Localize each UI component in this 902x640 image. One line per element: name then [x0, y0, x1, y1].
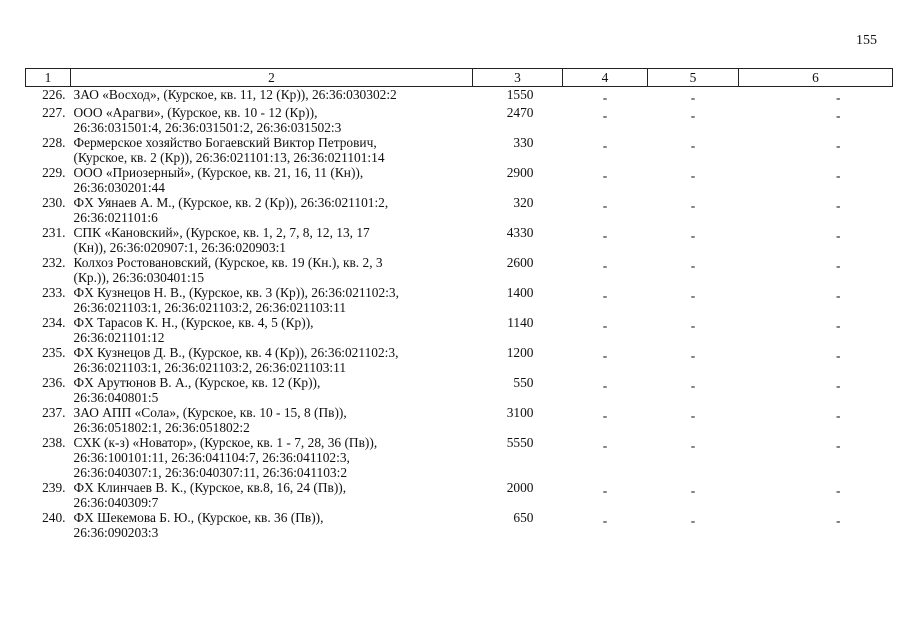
owner-description — [71, 375, 473, 405]
owner-description — [71, 510, 473, 540]
column-5-value: - — [690, 108, 696, 123]
row-number: 230. — [42, 195, 66, 210]
owner-description — [71, 135, 473, 165]
description-line: ФХ Кузнецов Д. В., (Курское, кв. 4 (Кр)), 26:36:021102:3, — [73, 345, 399, 360]
column-4-value: - — [602, 258, 608, 273]
column-5-value: - — [690, 138, 696, 153]
description-line: 26:36:090203:3 — [73, 525, 159, 540]
row-number: 231. — [42, 225, 66, 240]
description-line: ФХ Кузнецов Н. В., (Курское, кв. 3 (Кр)), 26:36:021102:3, — [73, 285, 399, 300]
table-row — [26, 315, 893, 345]
column-5-value: - — [690, 483, 696, 498]
column-5-value: - — [690, 378, 696, 393]
column-5-value: - — [690, 408, 696, 423]
description-line: 26:36:100101:11, 26:36:041104:7, 26:36:041102:3, — [73, 450, 350, 465]
description-line: ФХ Тарасов К. Н., (Курское, кв. 4, 5 (Кр)), — [73, 315, 314, 330]
row-number: 232. — [42, 255, 66, 270]
area-value: 3100 — [506, 405, 534, 420]
description-line: 26:36:021101:12 — [73, 330, 165, 345]
table-row — [26, 165, 893, 195]
column-5-value: - — [690, 438, 696, 453]
owner-description — [71, 405, 473, 435]
owner-description — [71, 285, 473, 315]
column-6-value: - — [836, 318, 841, 333]
column-6-value: - — [836, 90, 841, 105]
column-5-value: - — [690, 288, 696, 303]
row-number: 240. — [42, 510, 66, 525]
area-value: 1200 — [506, 345, 534, 360]
area-value: 4330 — [506, 225, 534, 240]
table-row — [26, 195, 893, 225]
row-number: 234. — [42, 315, 66, 330]
area-value: 320 — [513, 195, 534, 210]
column-6-value: - — [836, 258, 841, 273]
description-line: ФХ Арутюнов В. А., (Курское, кв. 12 (Кр)), — [73, 375, 321, 390]
area-value: 2470 — [506, 105, 534, 120]
column-6-value: - — [836, 513, 841, 528]
column-5-value: - — [690, 258, 696, 273]
description-line: (Кр.)), 26:36:030401:15 — [73, 270, 205, 285]
row-number: 235. — [42, 345, 66, 360]
description-line: 26:36:031501:4, 26:36:031501:2, 26:36:031502:3 — [73, 120, 342, 135]
row-number: 226. — [42, 87, 66, 102]
owner-description — [71, 105, 473, 135]
area-value: 2000 — [506, 480, 534, 495]
owner-description — [71, 225, 473, 255]
column-4-value: - — [602, 108, 608, 123]
area-value: 1550 — [506, 87, 534, 102]
owner-description — [71, 315, 473, 345]
row-number: 229. — [42, 165, 66, 180]
column-5-value: - — [690, 90, 696, 105]
description-line: ООО «Приозерный», (Курское, кв. 21, 16, 11 (Кн)), — [73, 165, 364, 180]
column-6-value: - — [836, 438, 841, 453]
column-5-value: - — [690, 168, 696, 183]
table-row — [26, 255, 893, 285]
column-header-4: 4 — [563, 69, 648, 87]
column-4-value: - — [602, 483, 608, 498]
column-5-value: - — [690, 228, 696, 243]
description-line: 26:36:021103:1, 26:36:021103:2, 26:36:021103:11 — [73, 300, 347, 315]
description-line: 26:36:040307:1, 26:36:040307:11, 26:36:041103:2 — [73, 465, 348, 480]
row-number: 233. — [42, 285, 66, 300]
table-row — [26, 405, 893, 435]
table-row — [26, 135, 893, 165]
column-6-value: - — [836, 483, 841, 498]
column-4-value: - — [602, 438, 608, 453]
column-6-value: - — [836, 198, 841, 213]
column-4-value: - — [602, 378, 608, 393]
table-row — [26, 435, 893, 480]
column-4-value: - — [602, 408, 608, 423]
column-header-5: 5 — [648, 69, 739, 87]
column-4-value: - — [602, 288, 608, 303]
owner-description — [71, 87, 473, 106]
owner-description — [71, 165, 473, 195]
column-4-value: - — [602, 198, 608, 213]
column-4-value: - — [602, 138, 608, 153]
area-value: 550 — [513, 375, 534, 390]
column-6-value: - — [836, 408, 841, 423]
owner-description — [71, 195, 473, 225]
land-register-table — [25, 68, 893, 540]
column-6-value: - — [836, 378, 841, 393]
description-line: 26:36:021101:6 — [73, 210, 158, 225]
page-number: 155 — [856, 33, 877, 48]
description-line: 26:36:040309:7 — [73, 495, 159, 510]
area-value: 2900 — [506, 165, 534, 180]
table-row — [26, 345, 893, 375]
description-line: 26:36:030201:44 — [73, 180, 166, 195]
column-4-value: - — [602, 168, 608, 183]
row-number: 228. — [42, 135, 66, 150]
column-header-6: 6 — [739, 69, 893, 87]
description-line: ФХ Шекемова Б. Ю., (Курское, кв. 36 (Пв)), — [73, 510, 324, 525]
row-number: 236. — [42, 375, 66, 390]
description-line: ФХ Уянаев А. М., (Курское, кв. 2 (Кр)), 26:36:021101:2, — [73, 195, 389, 210]
column-5-value: - — [690, 513, 696, 528]
column-6-value: - — [836, 288, 841, 303]
description-line: 26:36:051802:1, 26:36:051802:2 — [73, 420, 250, 435]
table-row — [26, 375, 893, 405]
owner-description — [71, 345, 473, 375]
row-number: 239. — [42, 480, 66, 495]
table-row — [26, 510, 893, 540]
description-line: 26:36:040801:5 — [73, 390, 159, 405]
description-line: ЗАО «Восход», (Курское, кв. 11, 12 (Кр)), 26:36:030302:2 — [73, 87, 397, 102]
description-line: СХК (к-з) «Новатор», (Курское, кв. 1 - 7, 28, 36 (Пв)), — [73, 435, 378, 450]
table-body — [26, 87, 893, 541]
row-number: 238. — [42, 435, 66, 450]
row-number: 237. — [42, 405, 66, 420]
area-value: 5550 — [506, 435, 534, 450]
table-header — [26, 69, 893, 87]
area-value: 330 — [513, 135, 534, 150]
column-4-value: - — [602, 513, 608, 528]
table-row — [26, 87, 893, 106]
column-6-value: - — [836, 228, 841, 243]
table-row — [26, 105, 893, 135]
column-4-value: - — [602, 228, 608, 243]
column-4-value: - — [602, 318, 608, 333]
column-6-value: - — [836, 348, 841, 363]
header-row — [26, 69, 893, 87]
area-value: 2600 — [506, 255, 534, 270]
column-6-value: - — [836, 138, 841, 153]
owner-description — [71, 480, 473, 510]
area-value: 650 — [513, 510, 534, 525]
row-number: 227. — [42, 105, 66, 120]
column-5-value: - — [690, 198, 696, 213]
area-value: 1140 — [507, 315, 534, 330]
column-5-value: - — [690, 348, 696, 363]
column-4-value: - — [602, 90, 608, 105]
description-line: (Курское, кв. 2 (Кр)), 26:36:021101:13, 26:36:021101:14 — [73, 150, 385, 165]
column-6-value: - — [836, 168, 841, 183]
owner-description — [71, 435, 473, 480]
column-5-value: - — [690, 318, 696, 333]
description-line: (Кн)), 26:36:020907:1, 26:36:020903:1 — [73, 240, 286, 255]
column-header-1: 1 — [26, 69, 71, 87]
description-line: ЗАО АПП «Сола», (Курское, кв. 10 - 15, 8 (Пв)), — [73, 405, 347, 420]
column-6-value: - — [836, 108, 841, 123]
column-header-3: 3 — [473, 69, 563, 87]
description-line: СПК «Кановский», (Курское, кв. 1, 2, 7, 8, 12, 13, 17 — [73, 225, 370, 240]
table-row — [26, 225, 893, 255]
description-line: Колхоз Ростовановский, (Курское, кв. 19 (Кн.), кв. 2, 3 — [73, 255, 383, 270]
description-line: ООО «Арагви», (Курское, кв. 10 - 12 (Кр)), — [73, 105, 318, 120]
owner-description — [71, 255, 473, 285]
description-line: 26:36:021103:1, 26:36:021103:2, 26:36:021103:11 — [73, 360, 347, 375]
column-header-2: 2 — [71, 69, 473, 87]
description-line: Фермерское хозяйство Богаевский Виктор Петрович, — [73, 135, 377, 150]
table-row — [26, 285, 893, 315]
table-row — [26, 480, 893, 510]
column-4-value: - — [602, 348, 608, 363]
description-line: ФХ Клинчаев В. К., (Курское, кв.8, 16, 24 (Пв)), — [73, 480, 347, 495]
area-value: 1400 — [506, 285, 534, 300]
